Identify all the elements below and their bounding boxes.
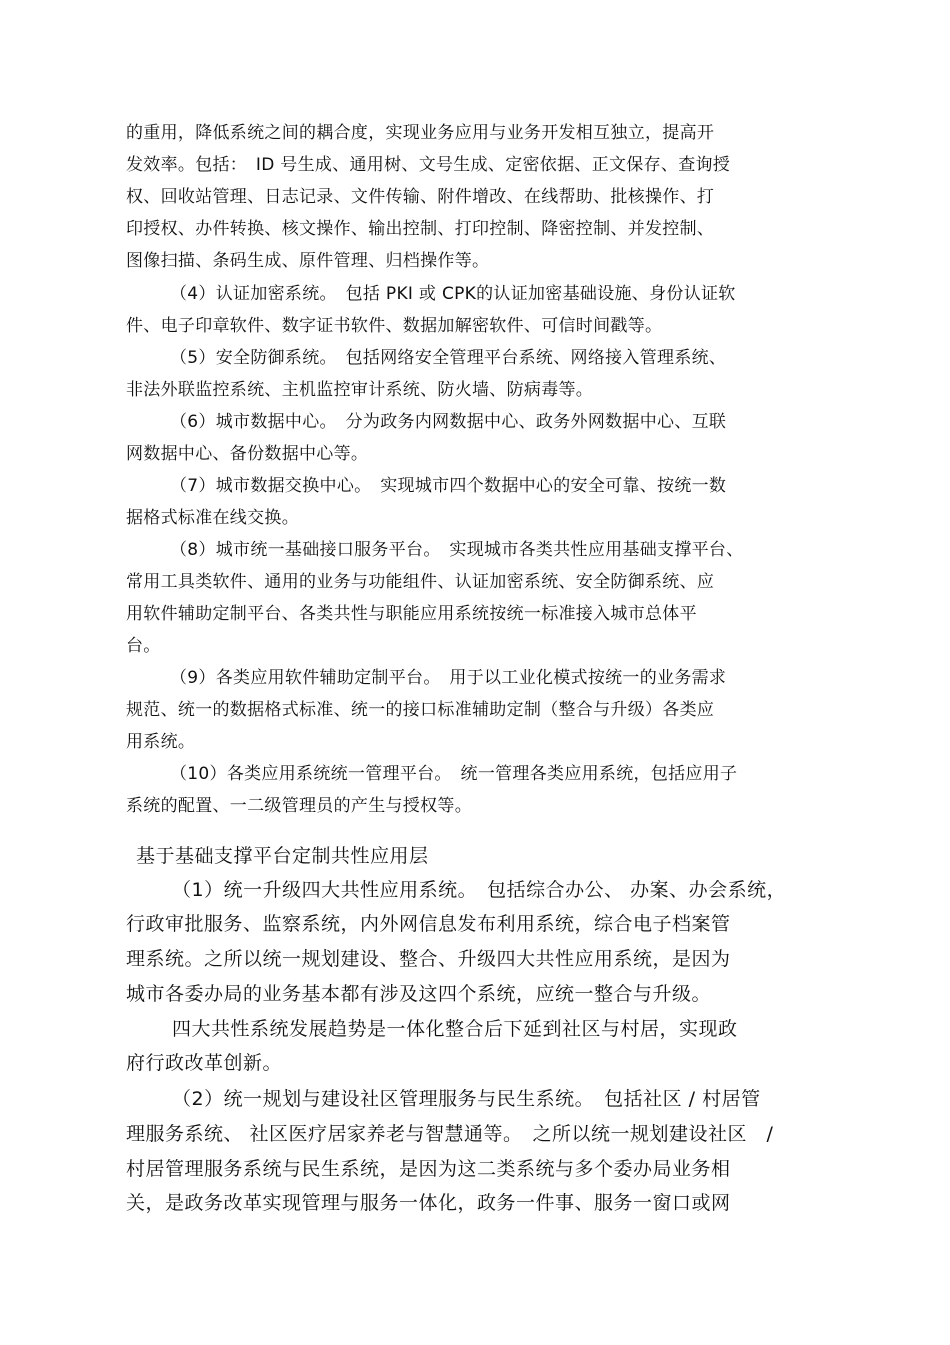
list-item-heading: （4）认证加密系统。 包括 PKI 或 CPK的认证加密基础设施、身份认证软 xyxy=(170,284,736,304)
list-item-heading: （8）城市统一基础接口服务平台。 实现城市各类共性应用基础支撑平台、 xyxy=(170,540,744,560)
text-line: 村居管理服务系统与民生系统，是因为这二类系统与多个委办局业务相 xyxy=(126,1158,731,1180)
list-item-heading: （9）各类应用软件辅助定制平台。 用于以工业化模式按统一的业务需求 xyxy=(170,668,727,688)
text-line: 用软件辅助定制平台、各类共性与职能应用系统按统一标准接入城市总体平 xyxy=(126,604,697,624)
text-line: 网数据中心、备份数据中心等。 xyxy=(126,444,369,464)
text-line: 府行政改革创新。 xyxy=(126,1052,283,1074)
text-line: 件、电子印章软件、数字证书软件、数据加解密软件、可信时间戳等。 xyxy=(126,316,663,336)
text-line: 理服务系统、 社区医疗居家养老与智慧通等。 之所以统一规划建设社区 / xyxy=(126,1123,774,1145)
list-item-heading: （6）城市数据中心。 分为政务内网数据中心、政务外网数据中心、互联 xyxy=(170,412,727,432)
text-line: 行政审批服务、监察系统，内外网信息发布利用系统，综合电子档案管 xyxy=(126,913,731,935)
text-line: 权、回收站管理、日志记录、文件传输、附件增改、在线帮助、批核操作、打 xyxy=(126,187,715,207)
text-line: 城市各委办局的业务基本都有涉及这四个系统，应统一整合与升级。 xyxy=(126,983,712,1005)
text-line: 规范、统一的数据格式标准、统一的接口标准辅助定制（整合与升级）各类应 xyxy=(126,700,715,720)
text-line: 印授权、办件转换、核文操作、输出控制、打印控制、降密控制、并发控制、 xyxy=(126,219,715,239)
list-item-heading: （1）统一升级四大共性应用系统。 包括综合办公、 办案、办会系统， xyxy=(172,879,787,901)
list-item-heading: （7）城市数据交换中心。 实现城市四个数据中心的安全可靠、按统一数 xyxy=(170,476,727,496)
paragraph-start: 四大共性系统发展趋势是一体化整合后下延到社区与村居，实现政 xyxy=(172,1018,738,1040)
list-item-heading: （2）统一规划与建设社区管理服务与民生系统。 包括社区 / 村居管 xyxy=(172,1088,761,1110)
text-line: 图像扫描、条码生成、原件管理、归档操作等。 xyxy=(126,251,490,271)
text-line: 非法外联监控系统、主机监控审计系统、防火墙、防病毒等。 xyxy=(126,380,594,400)
section-heading: 基于基础支撑平台定制共性应用层 xyxy=(136,845,429,867)
text-line: 常用工具类软件、通用的业务与功能组件、认证加密系统、安全防御系统、应 xyxy=(126,572,715,592)
text-line: 发效率。包括： ID 号生成、通用树、文号生成、定密依据、正文保存、查询授 xyxy=(126,155,731,175)
text-line: 关，是政务改革实现管理与服务一体化，政务一件事、服务一窗口或网 xyxy=(126,1192,731,1214)
text-line: 用系统。 xyxy=(126,732,196,752)
list-item-heading: （5）安全防御系统。 包括网络安全管理平台系统、网络接入管理系统、 xyxy=(170,348,727,368)
text-line: 理系统。之所以统一规划建设、整合、升级四大共性应用系统，是因为 xyxy=(126,948,731,970)
text-line: 据格式标准在线交换。 xyxy=(126,508,299,528)
text-line: 台。 xyxy=(126,636,161,656)
text-line: 系统的配置、一二级管理员的产生与授权等。 xyxy=(126,796,472,816)
text-line: 的重用，降低系统之间的耦合度，实现业务应用与业务开发相互独立，提高开 xyxy=(126,123,715,143)
list-item-heading: （10）各类应用系统统一管理平台。 统一管理各类应用系统，包括应用子 xyxy=(170,764,738,784)
